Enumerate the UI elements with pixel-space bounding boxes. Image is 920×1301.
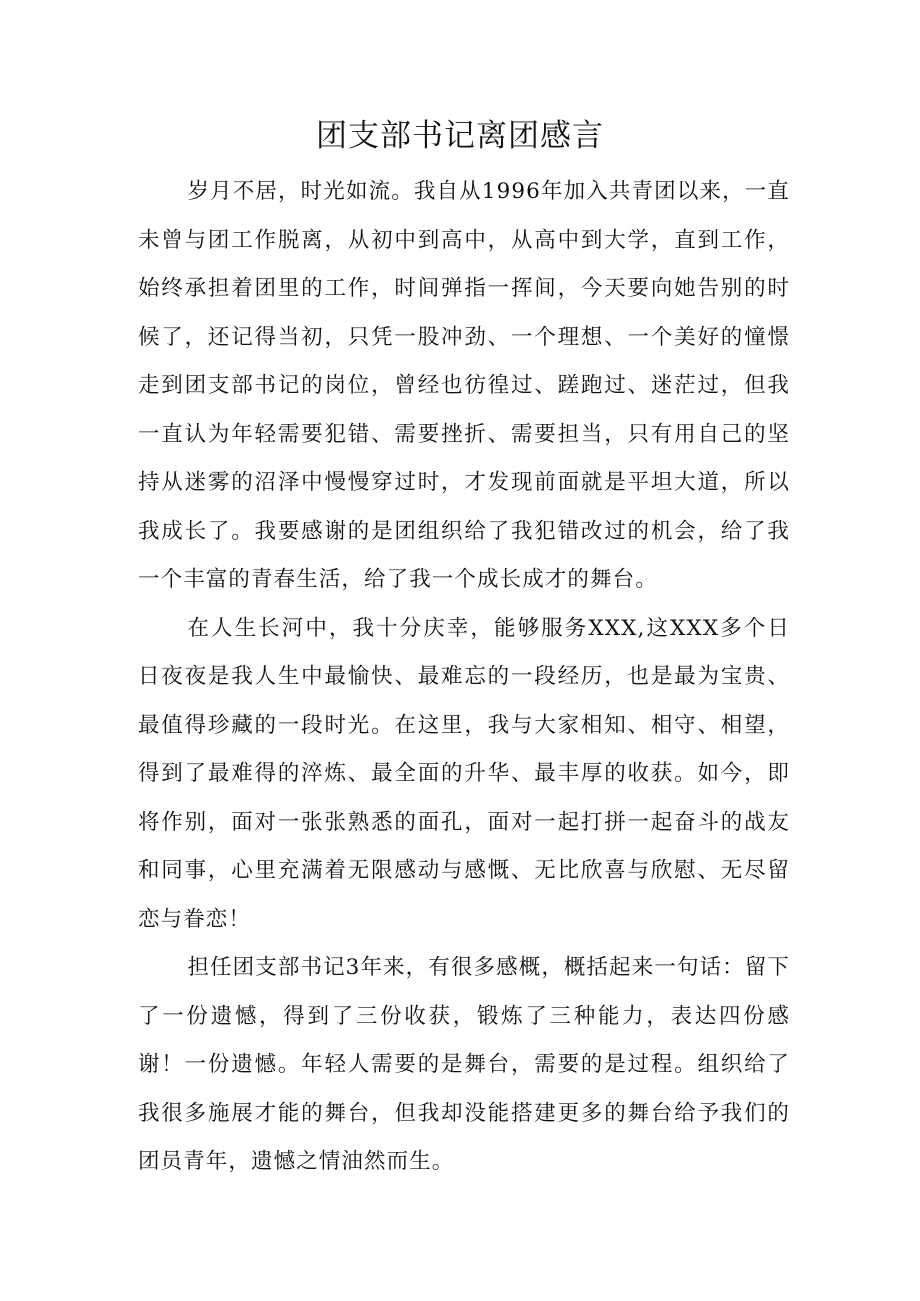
document-body xyxy=(138,168,790,1187)
paragraph-2: 在人生长河中，我十分庆幸，能够服务XXX,这XXX多个日日夜夜是我人生中最愉快、最难忘的一段经历，也是最为宝贵、最值得珍藏的一段时光。在这里，我与大家相知、相守、相望，得到了最难得的淬炼、最全面的升华、最丰厚的收获。如今，即将作别，面对一张张熟悉的面孔，面对一起打拼一起奋斗的战友和同事，心里充满着无限感动与感慨、无比欣喜与欣慰、无尽留恋与眷恋！ xyxy=(138,615,790,932)
paragraph-3: 担任团支部书记3年来，有很多感概，概括起来一句话：留下了一份遗憾，得到了三份收获，锻炼了三种能力，表达四份感谢！一份遗憾。年轻人需要的是舞台，需要的是过程。组织给了我很多施展才能的舞台，但我却没能搭建更多的舞台给予我们的团员青年，遗憾之情油然而生。 xyxy=(138,955,790,1174)
paragraph-1: 岁月不居，时光如流。我自从1996年加入共青团以来，一直未曾与团工作脱离，从初中到高中，从高中到大学，直到工作，始终承担着团里的工作，时间弹指一挥间，今天要向她告别的时候了，还记得当初，只凭一股冲劲、一个理想、一个美好的憧憬走到团支部书记的岗位，曾经也彷徨过、蹉跑过、迷茫过，但我一直认为年轻需要犯错、需要挫折、需要担当，只有用自己的坚持从迷雾的沼泽中慢慢穿过时，才发现前面就是平坦大道，所以我成长了。我要感谢的是团组织给了我犯错改过的机会，给了我一个丰富的青春生活，给了我一个成长成才的舞台。 xyxy=(138,179,790,592)
document-title: 团支部书记离团感言 xyxy=(316,118,604,154)
